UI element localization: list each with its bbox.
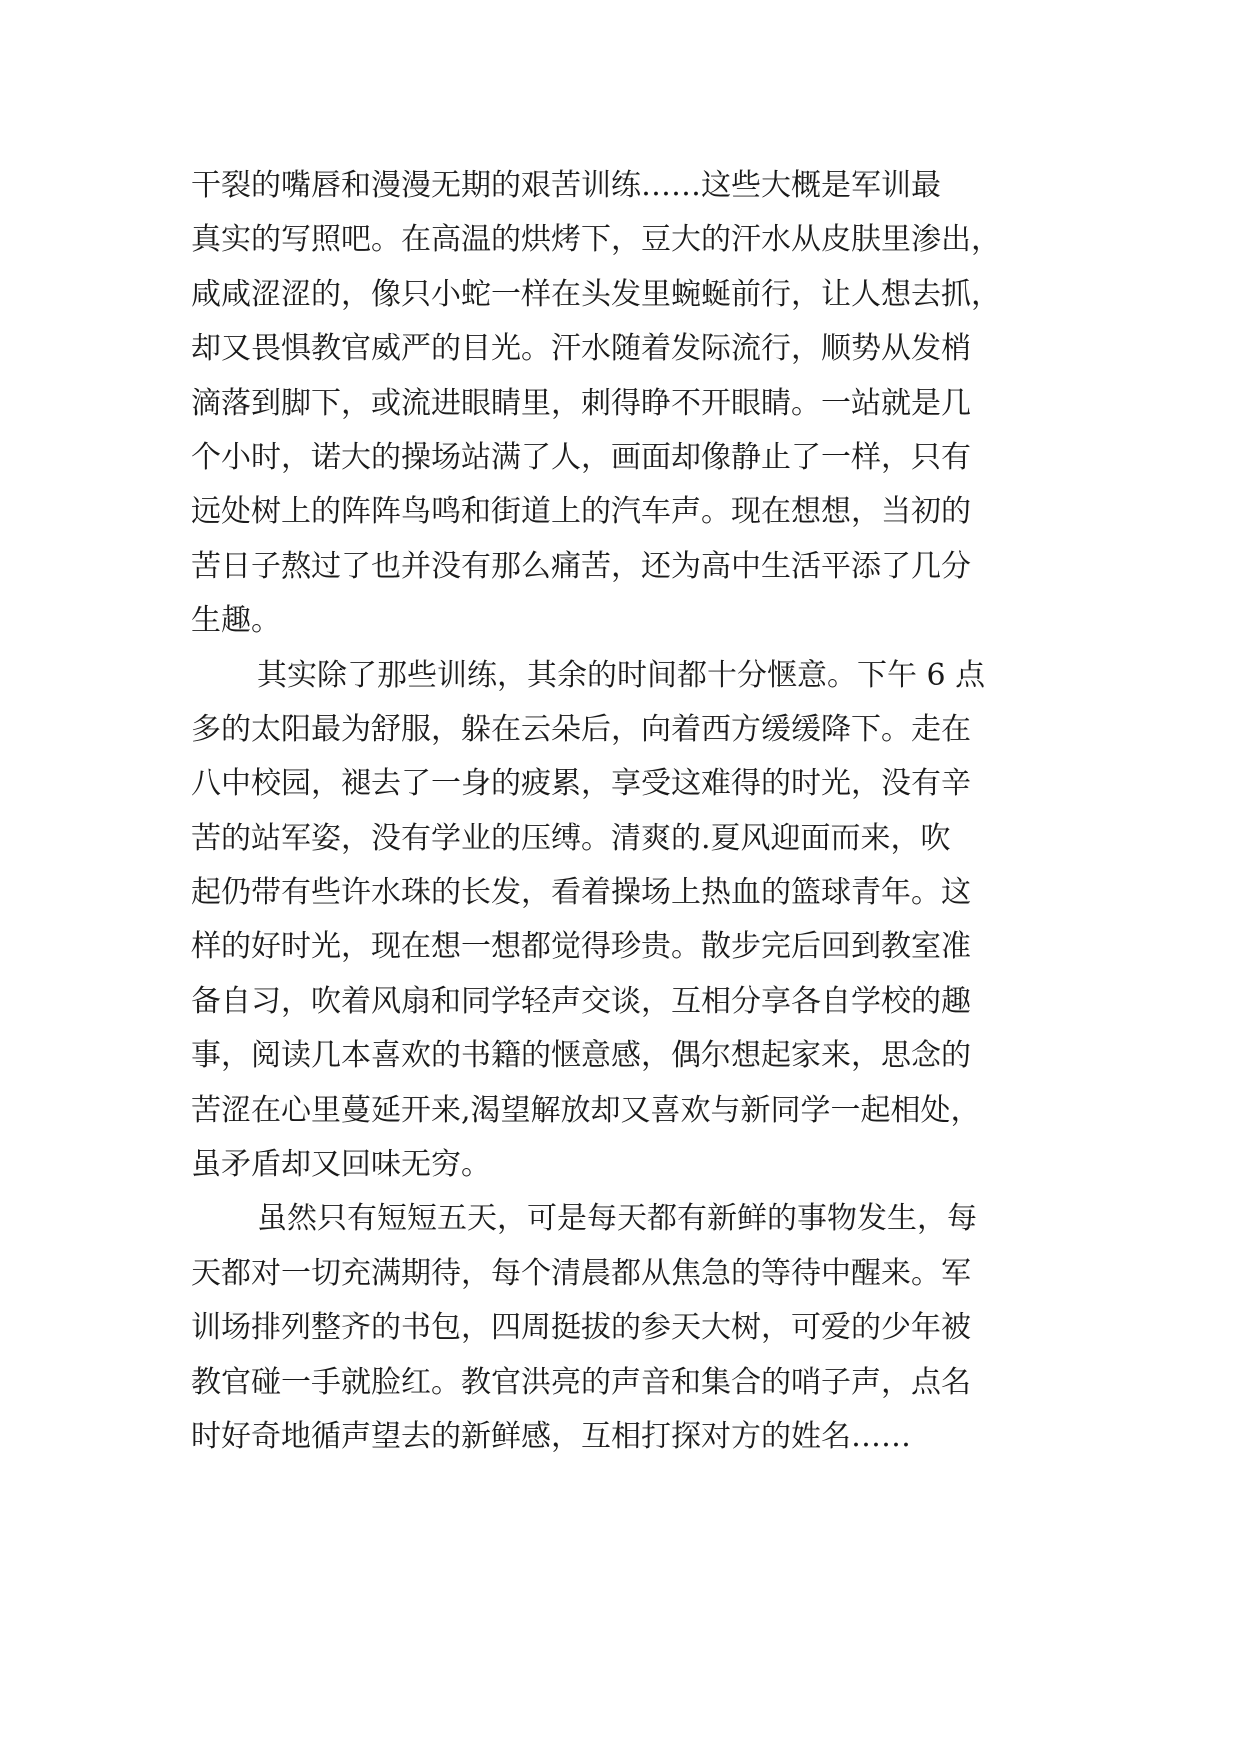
text-line: 其实除了那些训练，其余的时间都十分惬意。下午 6 点 — [257, 657, 986, 693]
text-line: 训场排列整齐的书包，四周挺拔的参天大树，可爱的少年被 — [191, 1310, 971, 1346]
paragraph-1 — [191, 159, 1051, 649]
text-line: 教官碰一手就脸红。教官洪亮的声音和集合的哨子声，点名 — [191, 1364, 971, 1400]
text-line: 个小时，诺大的操场站满了人，画面却像静止了一样，只有 — [191, 439, 971, 475]
paragraph-3 — [191, 1192, 1051, 1464]
text-line: 天都对一切充满期待，每个清晨都从焦急的等待中醒来。军 — [191, 1255, 971, 1291]
text-line: 生趣。 — [191, 603, 281, 639]
body-text — [191, 159, 1051, 1464]
text-line: 事，阅读几本喜欢的书籍的惬意感，偶尔想起家来，思念的 — [191, 1038, 971, 1074]
text-line: 苦日子熬过了也并没有那么痛苦，还为高中生活平添了几分 — [191, 548, 971, 584]
text-line: 虽然只有短短五天，可是每天都有新鲜的事物发生，每 — [257, 1201, 977, 1237]
paragraph-2 — [191, 649, 1051, 1193]
text-line: 备自习，吹着风扇和同学轻声交谈，互相分享各自学校的趣 — [191, 983, 971, 1019]
text-line: 起仍带有些许水珠的长发，看着操场上热血的篮球青年。这 — [191, 875, 971, 911]
text-line: 多的太阳最为舒服，躲在云朵后，向着西方缓缓降下。走在 — [191, 711, 971, 747]
text-line: 却又畏惧教官威严的目光。汗水随着发际流行，顺势从发梢 — [191, 331, 971, 367]
text-line: 干裂的嘴唇和漫漫无期的艰苦训练……这些大概是军训最 — [191, 168, 941, 203]
text-line: 咸咸涩涩的，像只小蛇一样在头发里蜿蜒前行，让人想去抓， — [191, 276, 1001, 312]
text-line: 时好奇地循声望去的新鲜感，互相打探对方的姓名…… — [191, 1418, 911, 1454]
text-line: 苦涩在心里蔓延开来,渴望解放却又喜欢与新同学一起相处， — [191, 1092, 981, 1128]
text-line: 样的好时光，现在想一想都觉得珍贵。散步完后回到教室准 — [191, 929, 971, 965]
text-line: 苦的站军姿，没有学业的压缚。清爽的.夏风迎面而来，吹 — [191, 820, 951, 856]
text-line: 八中校园，褪去了一身的疲累，享受这难得的时光，没有辛 — [191, 766, 971, 802]
text-line: 虽矛盾却又回味无穷。 — [191, 1147, 491, 1183]
text-line: 远处树上的阵阵鸟鸣和街道上的汽车声。现在想想，当初的 — [191, 494, 971, 530]
text-line: 真实的写照吧。在高温的烘烤下，豆大的汗水从皮肤里渗出， — [191, 222, 1001, 258]
text-line: 滴落到脚下，或流进眼睛里，刺得睁不开眼睛。一站就是几 — [191, 385, 971, 421]
